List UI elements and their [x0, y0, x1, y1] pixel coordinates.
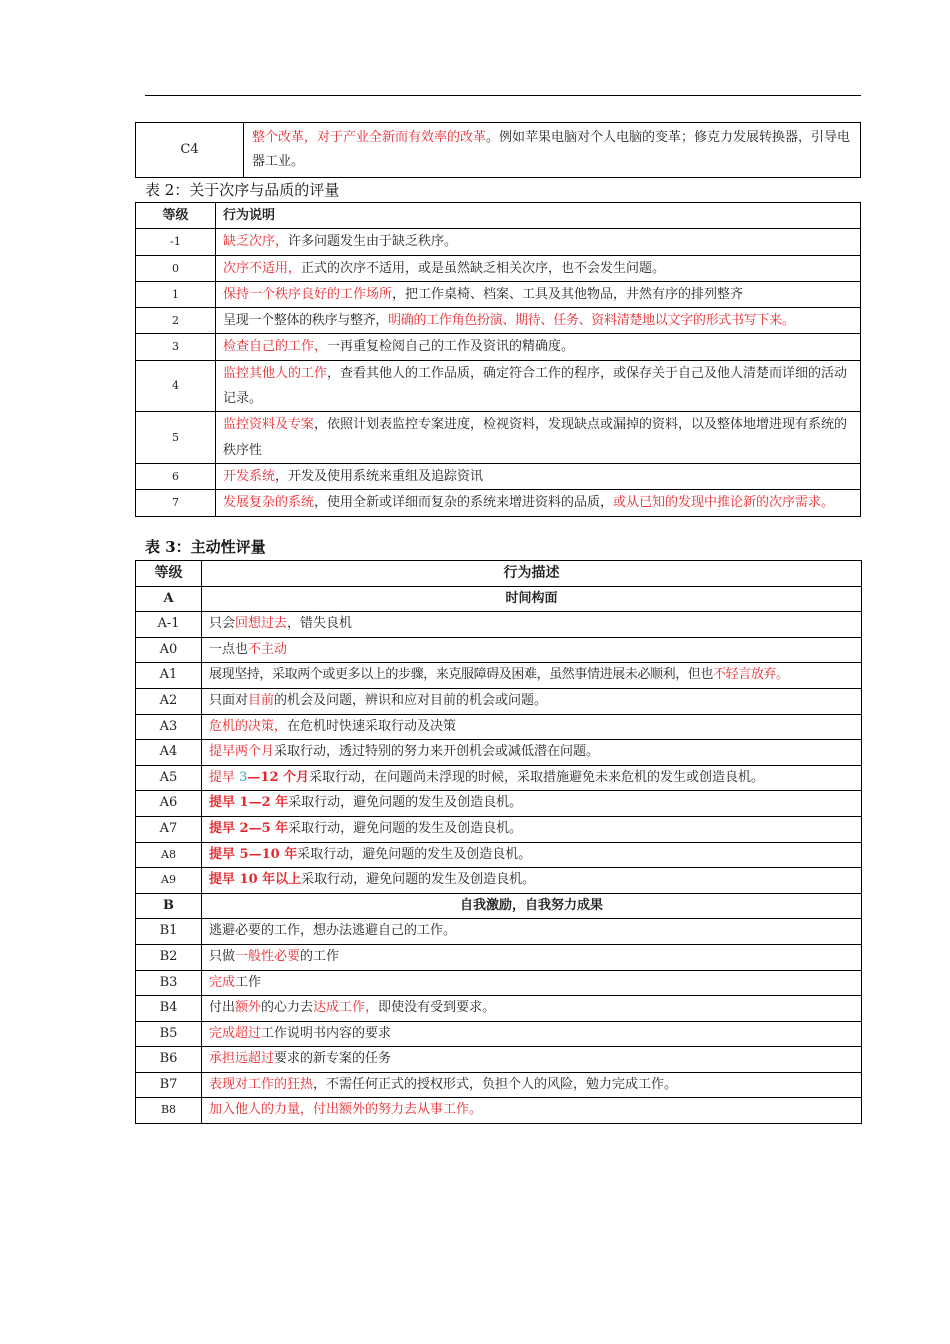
desc-cell: 发展复杂的系统，使用全新或详细而复杂的系统来增进资料的品质，或从已知的发现中推论新的次序需求。	[216, 490, 861, 516]
desc-cell: 次序不适用，正式的次序不适用，或是虽然缺乏相关次序，也不会发生问题。	[216, 255, 861, 281]
table-row	[136, 765, 862, 791]
level-cell: A7	[136, 816, 202, 842]
table3-initiative	[135, 560, 862, 1124]
table-row	[136, 612, 862, 638]
desc-cell: 展现坚持，采取两个或更多以上的步骤，来克服障碍及困难，虽然事情进展未必顺利，但也不轻言放弃。	[202, 663, 862, 689]
level-cell: A4	[136, 740, 202, 766]
table-row	[136, 123, 861, 178]
table-row	[136, 1021, 862, 1047]
table-row	[136, 308, 861, 334]
level-cell: B5	[136, 1021, 202, 1047]
desc-cell: 呈现一个整体的秩序与整齐，明确的工作角色扮演、期待、任务、资料清楚地以文字的形式书写下来。	[216, 308, 861, 334]
desc-cell: 整个改革，对于产业全新而有效率的改革。例如苹果电脑对个人电脑的变革；修克力发展转换器，引导电器工业。	[244, 123, 861, 178]
desc-cell: 提早两个月采取行动，透过特别的努力来开创机会或减低潜在问题。	[202, 740, 862, 766]
desc-cell: 完成工作	[202, 970, 862, 996]
desc-cell: 完成超过工作说明书内容的要求	[202, 1021, 862, 1047]
level-cell: C4	[136, 123, 244, 178]
level-cell: B8	[136, 1098, 202, 1124]
level-cell: A-1	[136, 612, 202, 638]
table-row	[136, 360, 861, 412]
level-cell: 7	[136, 490, 216, 516]
table-row	[136, 637, 862, 663]
table-row	[136, 740, 862, 766]
level-cell: 2	[136, 308, 216, 334]
table-row	[136, 996, 862, 1022]
level-cell: A2	[136, 688, 202, 714]
table-row	[136, 463, 861, 489]
level-cell: B2	[136, 944, 202, 970]
table-row	[136, 688, 862, 714]
table-row	[136, 919, 862, 945]
table2-order-quality	[135, 202, 861, 517]
level-cell: 4	[136, 360, 216, 412]
header-level: 等级	[136, 561, 202, 587]
level-cell: A5	[136, 765, 202, 791]
section-row	[136, 586, 862, 612]
desc-cell: 只做一般性必要的工作	[202, 944, 862, 970]
level-cell: B6	[136, 1047, 202, 1073]
level-cell: 5	[136, 412, 216, 464]
header-desc: 行为描述	[202, 561, 862, 587]
desc-cell: 提早 1—2 年采取行动，避免问题的发生及创造良机。	[202, 791, 862, 817]
desc-cell: 检查自己的工作，一再重复检阅自己的工作及资讯的精确度。	[216, 334, 861, 360]
desc-cell: 监控资料及专案，依照计划表监控专案进度，检视资料，发现缺点或漏掉的资料，以及整体地增进现有系统的秩序性	[216, 412, 861, 464]
table-row	[136, 714, 862, 740]
table-row	[136, 944, 862, 970]
level-cell: A9	[136, 868, 202, 894]
section-title: 自我激励，自我努力成果	[202, 893, 862, 919]
level-cell: -1	[136, 229, 216, 255]
desc-cell: 只面对目前的机会及问题，辨识和应对目前的机会或问题。	[202, 688, 862, 714]
level-cell: B1	[136, 919, 202, 945]
level-cell: A0	[136, 637, 202, 663]
table-row	[136, 229, 861, 255]
section-row	[136, 893, 862, 919]
header-desc: 行为说明	[216, 203, 861, 229]
desc-cell: 提早 5—10 年采取行动，避免问题的发生及创造良机。	[202, 842, 862, 868]
level-cell: B3	[136, 970, 202, 996]
desc-cell: 逃避必要的工作，想办法逃避自己的工作。	[202, 919, 862, 945]
level-cell: A1	[136, 663, 202, 689]
table-row	[136, 412, 861, 464]
level-cell: B4	[136, 996, 202, 1022]
level-cell: B7	[136, 1072, 202, 1098]
level-cell: A8	[136, 842, 202, 868]
section-level: A	[136, 586, 202, 612]
desc-cell: 保持一个秩序良好的工作场所，把工作桌椅、档案、工具及其他物品，井然有序的排列整齐	[216, 281, 861, 307]
table-row	[136, 816, 862, 842]
level-cell: 6	[136, 463, 216, 489]
table-row	[136, 255, 861, 281]
desc-cell: 开发系统，开发及使用系统来重组及追踪资讯	[216, 463, 861, 489]
desc-cell: 付出额外的心力去达成工作，即使没有受到要求。	[202, 996, 862, 1022]
desc-cell: 提早 2—5 年采取行动，避免问题的发生及创造良机。	[202, 816, 862, 842]
table-row	[136, 791, 862, 817]
level-cell: 3	[136, 334, 216, 360]
level-cell: A3	[136, 714, 202, 740]
table-row	[136, 1047, 862, 1073]
level-cell: 0	[136, 255, 216, 281]
table-row	[136, 970, 862, 996]
table-row	[136, 842, 862, 868]
table-row	[136, 663, 862, 689]
table1-fragment	[135, 122, 861, 178]
table-row	[136, 1098, 862, 1124]
desc-cell: 承担远超过要求的新专案的任务	[202, 1047, 862, 1073]
header-level: 等级	[136, 203, 216, 229]
header-rule	[145, 95, 861, 96]
level-cell: 1	[136, 281, 216, 307]
desc-cell: 加入他人的力量，付出额外的努力去从事工作。	[202, 1098, 862, 1124]
table2-caption: 表 2：关于次序与品质的评量	[145, 181, 340, 199]
table-row	[136, 281, 861, 307]
table-header-row	[136, 203, 861, 229]
section-level: B	[136, 893, 202, 919]
desc-cell: 表现对工作的狂热，不需任何正式的授权形式，负担个人的风险，勉力完成工作。	[202, 1072, 862, 1098]
desc-cell: 缺乏次序，许多问题发生由于缺乏秩序。	[216, 229, 861, 255]
desc-cell: 危机的决策，在危机时快速采取行动及决策	[202, 714, 862, 740]
table-header-row	[136, 561, 862, 587]
table3-caption: 表 3：主动性评量	[145, 538, 266, 556]
table-row	[136, 490, 861, 516]
table-row	[136, 868, 862, 894]
desc-cell: 提早 10 年以上采取行动，避免问题的发生及创造良机。	[202, 868, 862, 894]
desc-cell: 监控其他人的工作，查看其他人的工作品质，确定符合工作的程序，或保存关于自己及他人清楚而详细的活动记录。	[216, 360, 861, 412]
desc-cell: 提早 3—12 个月采取行动，在问题尚未浮现的时候，采取措施避免未来危机的发生或创造良机。	[202, 765, 862, 791]
table-row	[136, 334, 861, 360]
desc-cell: 只会回想过去，错失良机	[202, 612, 862, 638]
table-row	[136, 1072, 862, 1098]
level-cell: A6	[136, 791, 202, 817]
desc-cell: 一点也不主动	[202, 637, 862, 663]
section-title: 时间构面	[202, 586, 862, 612]
